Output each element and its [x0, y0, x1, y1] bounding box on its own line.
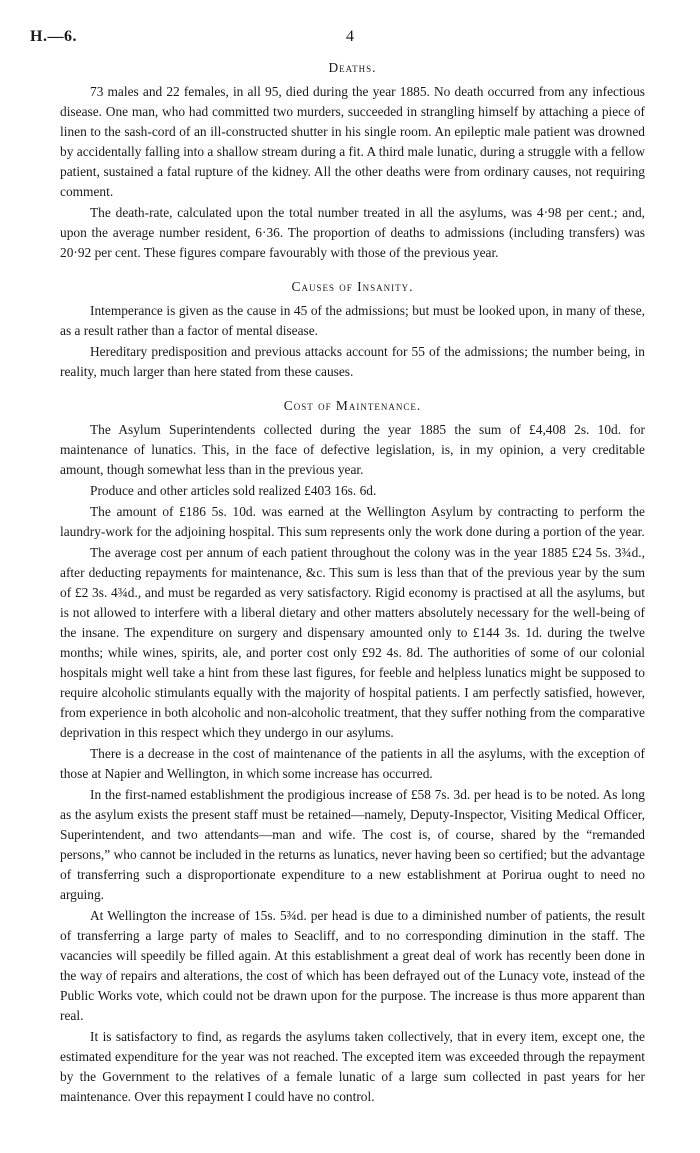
paragraph: In the first-named establishment the prodigious increase of £58 7s. 3d. per head is to be noted. As long as the asylum exists the present staff must be retained—namely, Deputy-Inspector, Visiting Medical Officer, Superintendent, and two attendants—man and wife. The cost is, of course, shared by the “remanded persons,” who cannot be included in the returns as lunatics, never having been so certified; but the advantage of transferring such a disproportionate expenditure to a new establishment at Porirua ought to need no arguing. [60, 787, 645, 902]
paragraph: The amount of £186 5s. 10d. was earned at the Wellington Asylum by contracting to perform the laundry-work for the adjoining hospital. This sum represents only the work done during a portion of the year. [60, 504, 645, 539]
section-cost-of-maintenance [60, 396, 645, 1107]
paragraph: 73 males and 22 females, in all 95, died during the year 1885. No death occurred from any infectious disease. One man, who had committed two murders, succeeded in strangling himself by attaching a piece of linen to the sash-cord of an ill-constructed shutter in his single room. An epileptic male patient was drowned by accidentally falling into a shallow stream during a fit. A third male lunatic, during a struggle with a fellow patient, sustained a fatal rupture of the kidney. All the other deaths were from ordinary causes, not requiring comment. [60, 84, 645, 199]
paragraph: The death-rate, calculated upon the total number treated in all the asylums, was 4·98 per cent.; and, upon the average number resident, 6·36. The proportion of deaths to admissions (including transfers) was 20·92 per cent. These figures compare favourably with those of the previous year. [60, 205, 645, 260]
page-number: 4 [346, 28, 354, 45]
section-deaths [60, 58, 645, 263]
page-header [30, 28, 670, 50]
paragraph: There is a decrease in the cost of maintenance of the patients in all the asylums, with the exception of those at Napier and Wellington, in which some increase has occurred. [60, 746, 645, 781]
section-heading: Deaths. [328, 60, 377, 75]
paragraph: Intemperance is given as the cause in 45 of the admissions; but must be looked upon, in many of these, as a result rather than a factor of mental disease. [60, 303, 645, 338]
section-heading: Causes of Insanity. [291, 279, 414, 294]
section-causes-of-insanity [60, 277, 645, 382]
paragraph: At Wellington the increase of 15s. 5¾d. per head is due to a diminished number of patients, the result of transferring a large party of males to Seacliff, and to no corresponding diminution in the staff. The vacancies will speedily be filled again. At this establishment a great deal of work has recently been done in the way of repairs and alterations, the cost of which has been defrayed out of the Lunacy vote, instead of the Public Works vote, which could not be drawn upon for the purpose. The increase is thus more apparent than real. [60, 908, 645, 1023]
paragraph: Produce and other articles sold realized £403 16s. 6d. [90, 483, 377, 498]
paragraph: Hereditary predisposition and previous attacks account for 55 of the admissions; the number being, in reality, much larger than here stated from these causes. [60, 344, 645, 379]
section-heading: Cost of Maintenance. [283, 398, 422, 413]
document-reference: H.—6. [30, 28, 77, 45]
document-body [60, 58, 645, 1108]
paragraph: It is satisfactory to find, as regards the asylums taken collectively, that in every item, except one, the estimated expenditure for the year was not reached. The excepted item was exceeded through the repayment by the Government to the relatives of a female lunatic of a large sum collected in past years for her maintenance. Over this repayment I could have no control. [60, 1029, 645, 1104]
paragraph: The Asylum Superintendents collected during the year 1885 the sum of £4,408 2s. 10d. for maintenance of lunatics. This, in the face of defective legislation, is, in my opinion, a very creditable amount, though somewhat less than in the previous year. [60, 422, 645, 477]
paragraph: The average cost per annum of each patient throughout the colony was in the year 1885 £24 5s. 3¾d., after deducting repayments for maintenance, &c. This sum is less than that of the previous year by the sum of £2 3s. 4¾d., and must be regarded as very satisfactory. Rigid economy is practised at all the asylums, but is not allowed to interfere with a liberal dietary and other matters absolutely necessary for the well-being of the insane. The expenditure on surgery and dispensary amounted only to £144 3s. 1d. during the twelve months; while wines, spirits, ale, and porter cost only £92 4s. 8d. The authorities of some of our colonial hospitals might well take a hint from these last figures, for feeble and helpless lunatics might be supposed to require alcoholic stimulants equally with the majority of hospital patients. I am perfectly satisfied, however, from experience in both alcoholic and non-alcoholic treatment, that they suffer nothing from the comparative deprivation in this respect which they undergo in our asylums. [60, 545, 645, 740]
